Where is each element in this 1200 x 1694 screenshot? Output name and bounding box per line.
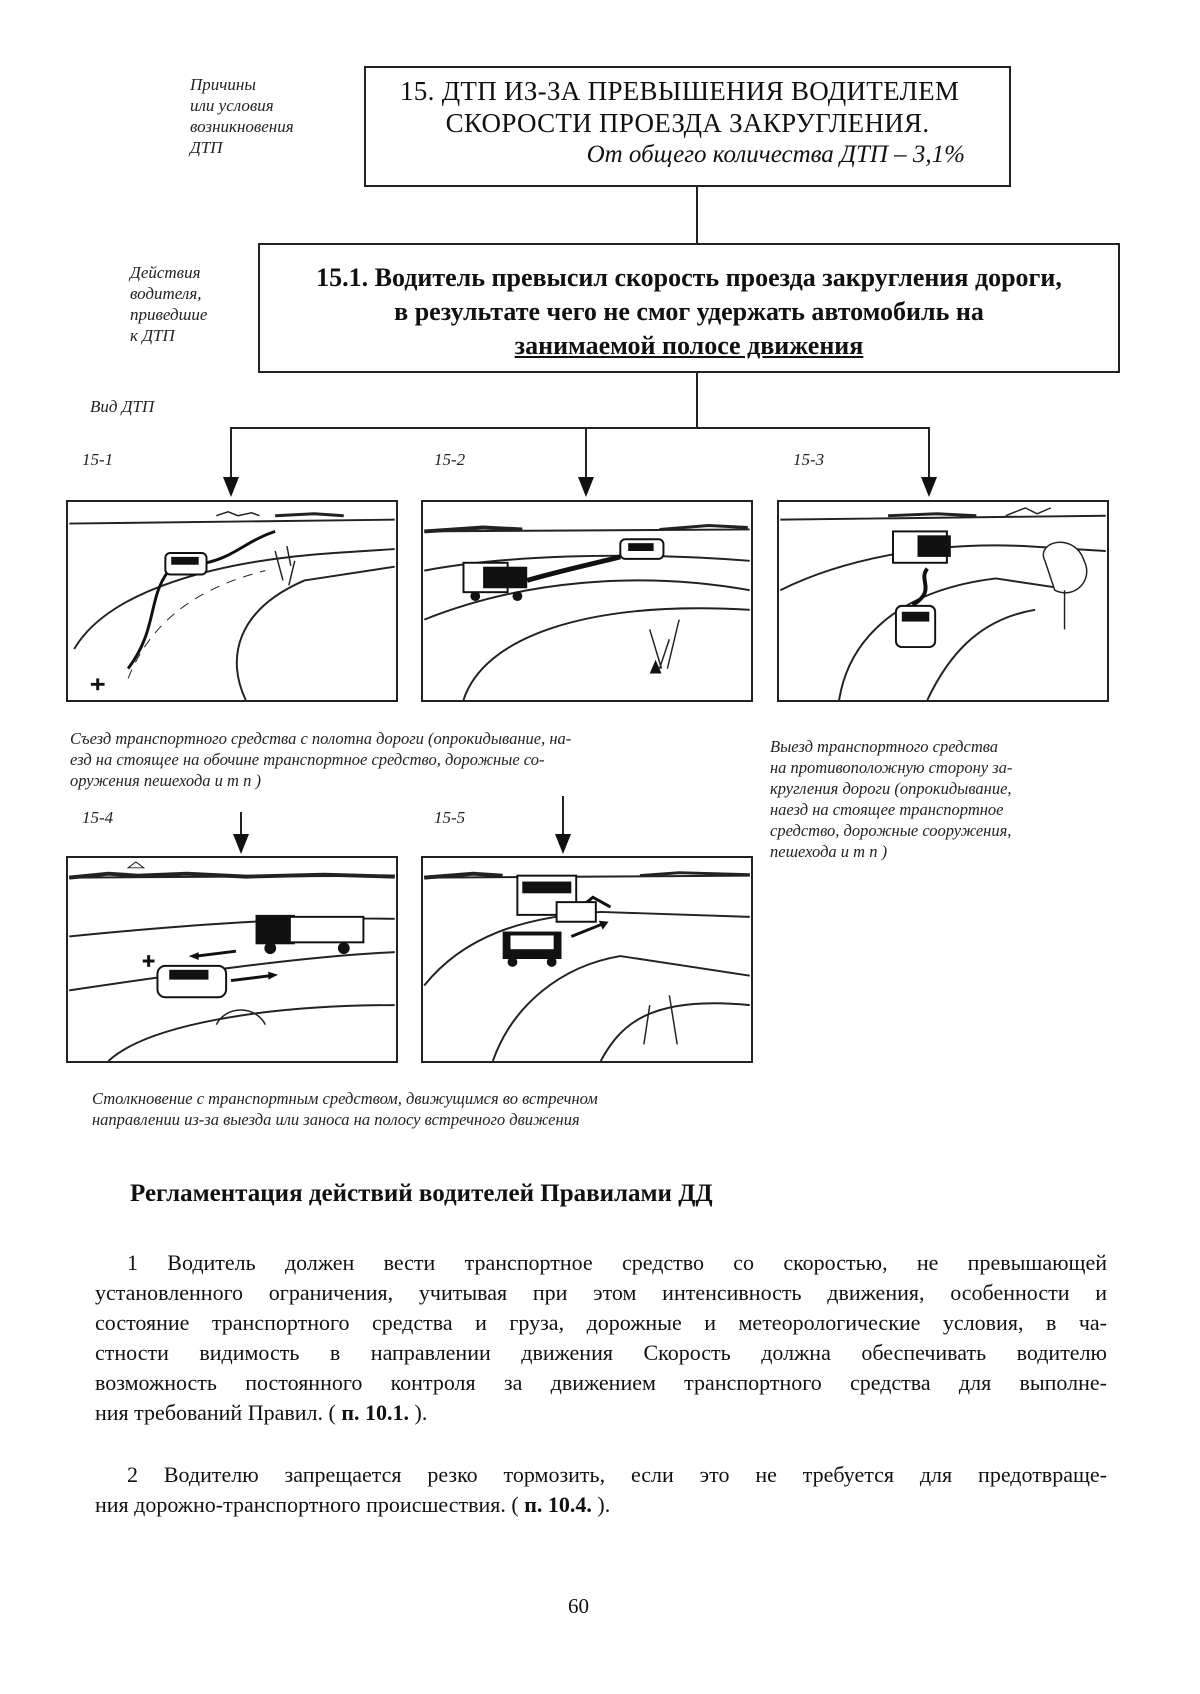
label-actions-line: к ДТП (130, 326, 175, 345)
label-actions-line: Действия (130, 263, 201, 282)
caption-oncoming-side (770, 736, 1110, 862)
caption-line: направлении из-за выезда или заноса на полосу встречного движения (92, 1110, 580, 1129)
caption-line: пешехода и т п ) (770, 842, 888, 861)
caption-line: Съезд транспортного средства с полотна дороги (опрокидывание, на- (70, 729, 572, 748)
illustration-15-5-drawing (423, 858, 751, 1061)
paragraph-text: ). (409, 1400, 428, 1425)
label-causes-line: Причины (190, 75, 256, 94)
code-15-2: 15-2 (434, 450, 466, 469)
paragraph-line: состояние транспортного средства и груза, дорожные и метеорологические условия, в ча- (95, 1310, 1107, 1335)
caption-line: Выезд транспортного средства (770, 737, 999, 756)
label-kind: Вид ДТП (90, 397, 155, 416)
code-15-4: 15-4 (82, 808, 114, 827)
paragraph-last-line (95, 1490, 1107, 1520)
connector-line (696, 187, 698, 243)
illustration-15-5 (421, 856, 753, 1063)
arrow-down-icon (921, 477, 937, 497)
box-driver-action-line1: 15.1. Водитель превысил скорость проезда закругления дороги, (316, 263, 1062, 292)
paragraph-line: стности видимость в направлении движения Скорость должна обеспечивать водителю (95, 1340, 1107, 1365)
box-accident-type (364, 66, 1011, 187)
label-actions (130, 262, 207, 346)
illustration-15-2-drawing (423, 502, 751, 700)
caption-line: средство, дорожные сооружения, (770, 821, 1012, 840)
caption-line: на противоположную сторону за- (770, 758, 1013, 777)
box-driver-action-line2: в результате чего не смог удержать автомобиль на (394, 297, 984, 326)
arrow-down-icon (223, 477, 239, 497)
caption-offroad (70, 728, 710, 791)
illustration-15-1 (66, 500, 398, 702)
connector-line (230, 427, 930, 429)
code-15-3: 15-3 (793, 450, 825, 469)
page-number: 60 (568, 1594, 589, 1618)
arrow-down-icon (233, 834, 249, 854)
label-causes-line: ДТП (190, 138, 223, 157)
connector-line (928, 427, 930, 479)
connector-line (696, 373, 698, 428)
connector-line (240, 812, 242, 836)
box-driver-action-line3: занимаемой полосе движения (514, 331, 864, 360)
label-causes-line: или условия (190, 96, 274, 115)
box-accident-type-line1: 15. ДТП ИЗ-ЗА ПРЕВЫШЕНИЯ ВОДИТЕЛЕМ (400, 76, 960, 106)
label-actions-line: приведшие (130, 305, 208, 324)
box-accident-type-line2: СКОРОСТИ ПРОЕЗДА ЗАКРУГЛЕНИЯ. (445, 108, 930, 138)
paragraph-line: 2 Водителю запрещается резко тормозить, если это не требуется для предотвраще- (127, 1462, 1107, 1487)
caption-collision (92, 1088, 792, 1130)
illustration-15-3 (777, 500, 1109, 702)
paragraph-line: возможность постоянного контроля за движением транспортного средства для выполне- (95, 1370, 1107, 1395)
rule-reference: п. 10.4. (524, 1492, 592, 1517)
paragraph-line: установленного ограничения, учитывая при этом интенсивность движения, особенности и (95, 1280, 1107, 1305)
caption-line: оружения пешехода и т п ) (70, 771, 261, 790)
section-heading: Регламентация действий водителей Правилами ДД (130, 1180, 713, 1207)
caption-line: езд на стоящее на обочине транспортное средство, дорожные со- (70, 750, 545, 769)
paragraph-text: ). (591, 1492, 611, 1517)
paragraph-last-line (95, 1398, 1107, 1428)
caption-line: наезд на стоящее транспортное (770, 800, 1004, 819)
code-15-1: 15-1 (82, 450, 114, 469)
connector-line (585, 427, 587, 479)
illustration-15-4-drawing (68, 858, 396, 1061)
illustration-15-1-drawing (68, 502, 396, 700)
box-accident-type-share: От общего количества ДТП – 3,1% (586, 141, 965, 168)
rule-paragraph-1 (95, 1248, 1107, 1428)
connector-line (562, 796, 564, 836)
arrow-down-icon (578, 477, 594, 497)
label-actions-line: водителя, (130, 284, 202, 303)
paragraph-text: ния дорожно-транспортного происшествия. ( (95, 1492, 525, 1517)
rule-paragraph-2 (95, 1460, 1107, 1520)
connector-line (230, 427, 232, 479)
label-causes (190, 74, 294, 158)
caption-line: кругления дороги (опрокидывание, (770, 779, 1012, 798)
box-driver-action (258, 243, 1120, 373)
illustration-15-4 (66, 856, 398, 1063)
label-causes-line: возникновения (190, 117, 294, 136)
illustration-15-2 (421, 500, 753, 702)
illustration-15-3-drawing (779, 502, 1107, 700)
rule-reference: п. 10.1. (341, 1400, 409, 1425)
paragraph-line: 1 Водитель должен вести транспортное средство со скоростью, не превышающей (127, 1250, 1107, 1275)
paragraph-text: ния требований Правил. ( (95, 1400, 342, 1425)
caption-line: Столкновение с транспортным средством, движущимся во встречном (92, 1089, 598, 1108)
code-15-5: 15-5 (434, 808, 466, 827)
arrow-down-icon (555, 834, 571, 854)
